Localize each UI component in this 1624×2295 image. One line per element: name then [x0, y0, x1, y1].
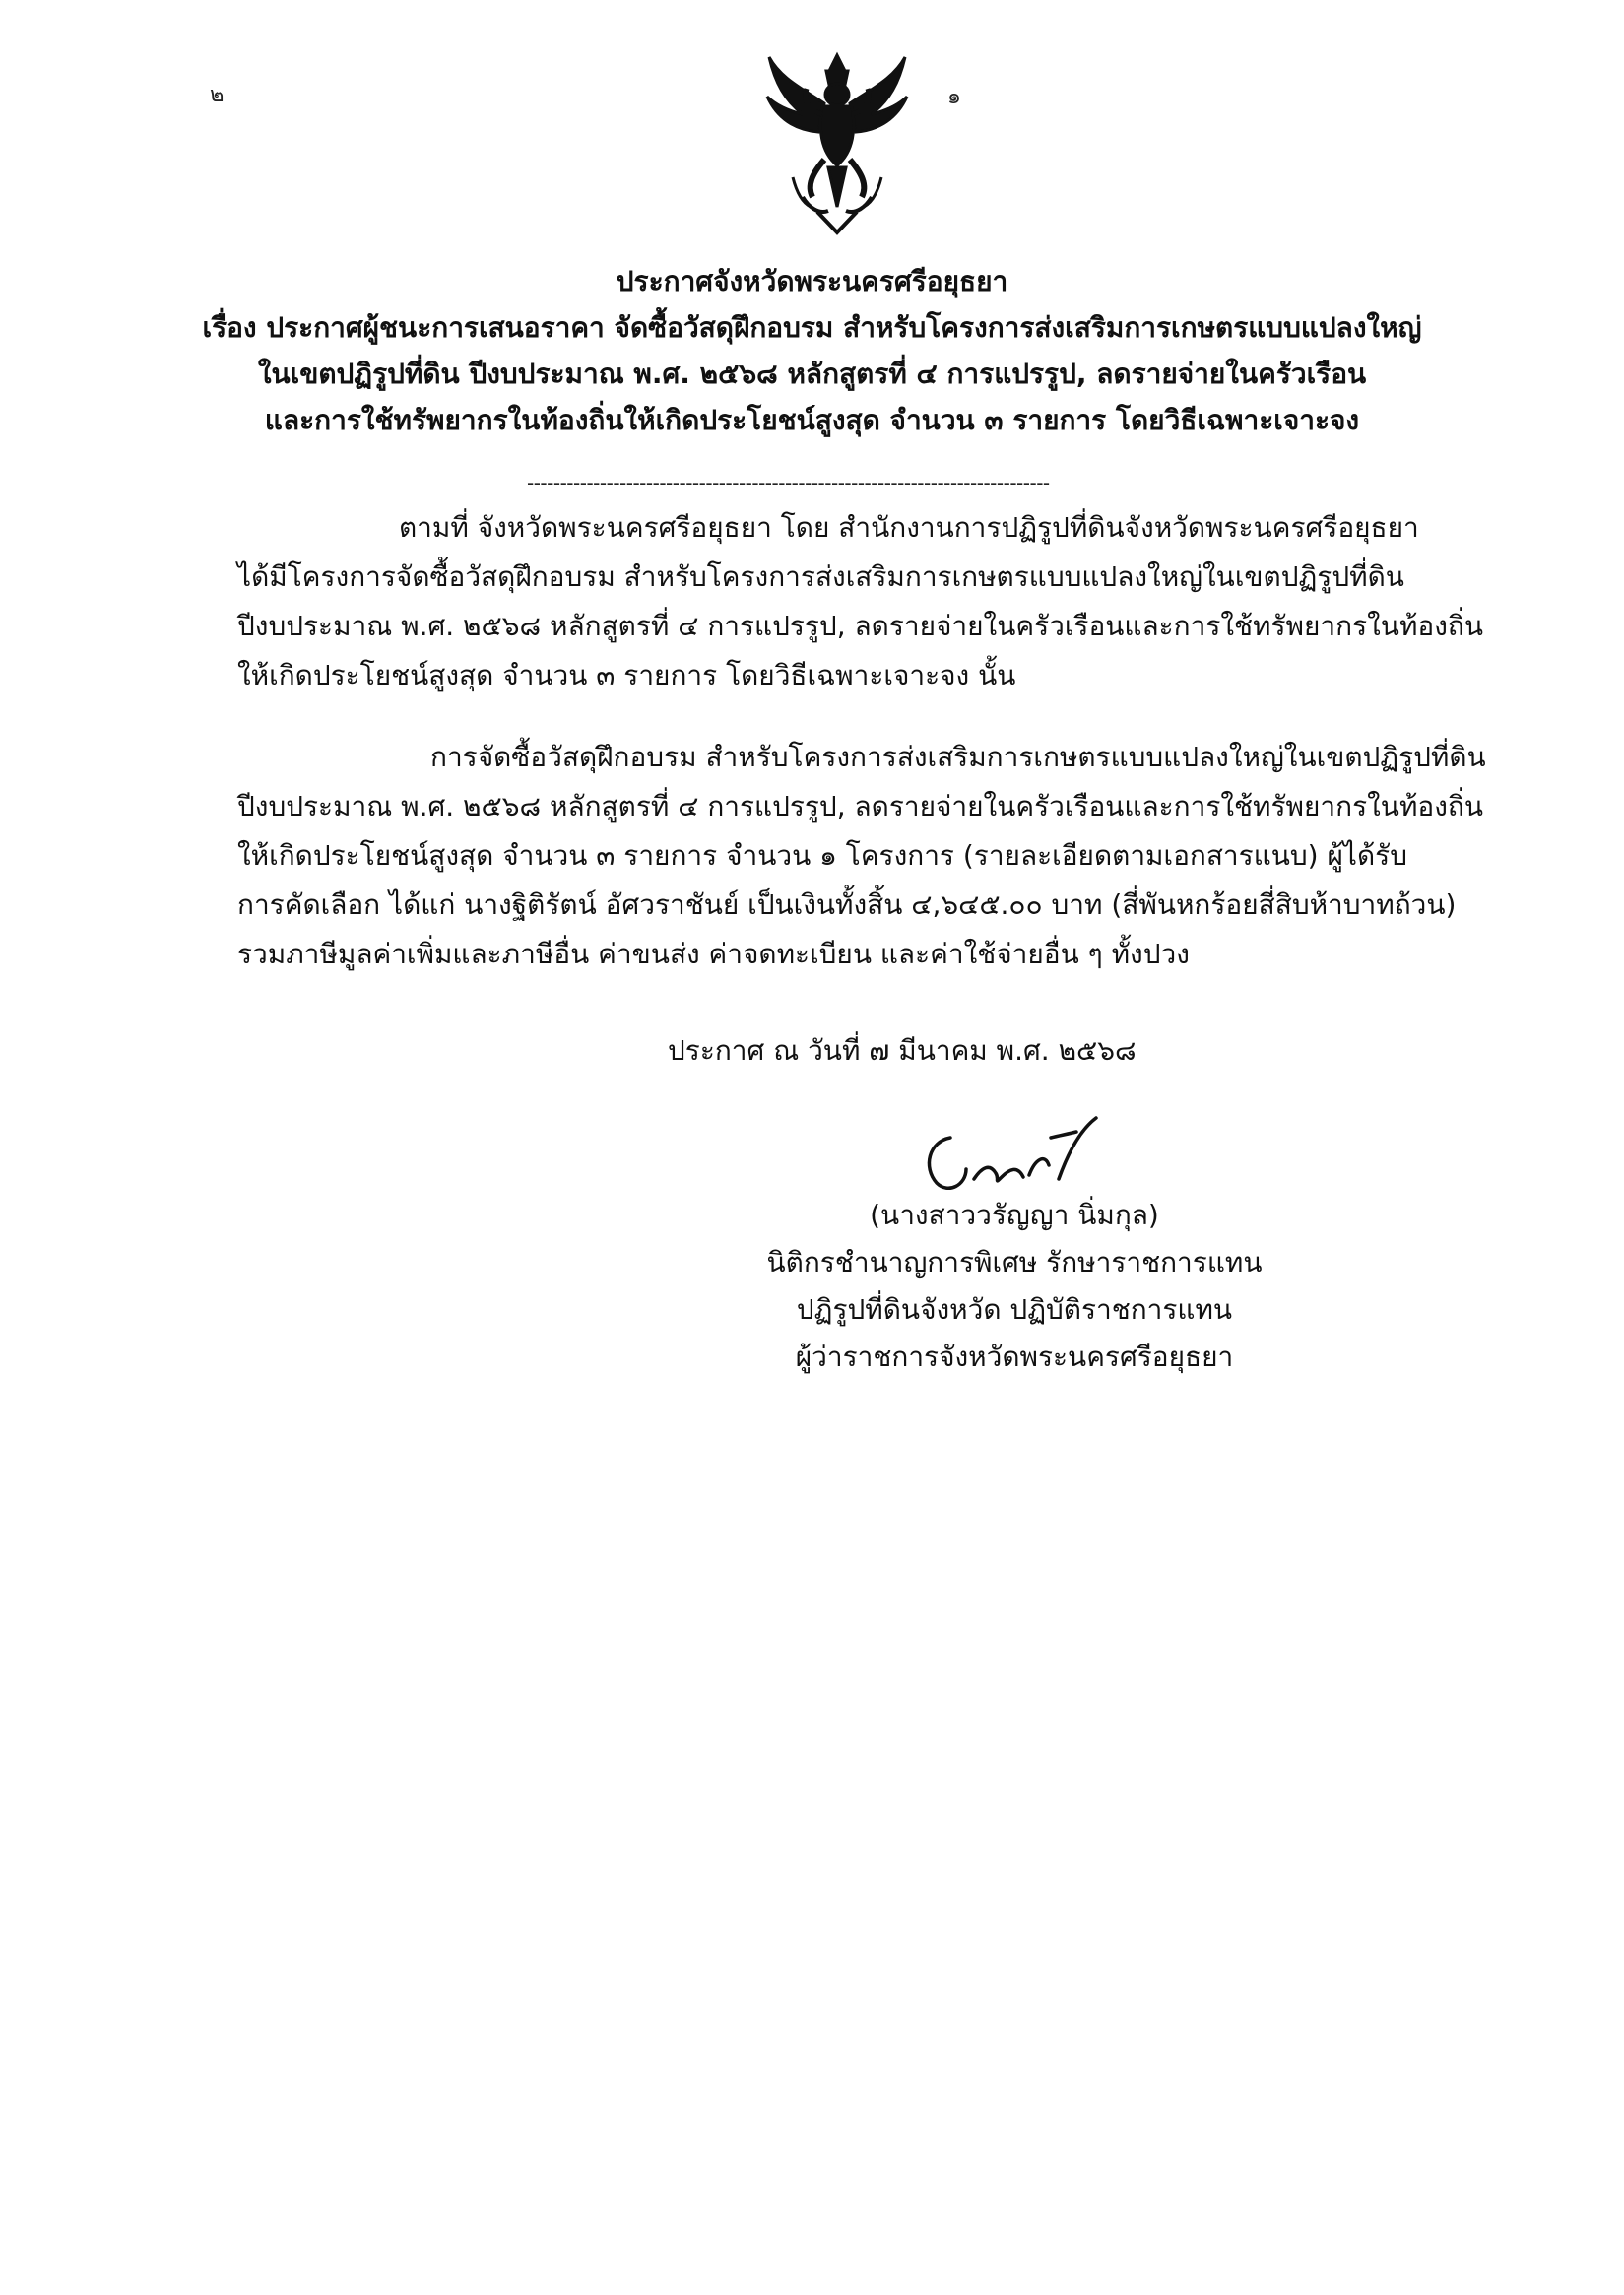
- paragraph-1-line-1: ตามที่ จังหวัดพระนครศรีอยุธยา โดย สำนักงานการปฏิรูปที่ดินจังหวัดพระนครศรีอยุธยา: [399, 511, 1419, 544]
- paragraph-1-line-2: ได้มีโครงการจัดซื้อวัสดุฝึกอบรม สำหรับโครงการส่งเสริมการเกษตรแบบแปลงใหญ่ในเขตปฏิรูปที่ดิน: [237, 560, 1404, 593]
- header-divider: -------------------------------------------------------------------------------: [527, 471, 1050, 494]
- corner-mark-right: ๑: [947, 85, 961, 109]
- signer-position-3: ผู้ว่าราชการจังหวัดพระนครศรีอยุธยา: [795, 1341, 1234, 1373]
- header-subject-line-1: เรื่อง ประกาศผู้ชนะการเสนอราคา จัดซื้อวัสดุฝึกอบรม สำหรับโครงการส่งเสริมการเกษตรแบบแปลงใหญ่: [202, 311, 1422, 344]
- paragraph-2-line-3: ให้เกิดประโยชน์สูงสุด จำนวน ๓ รายการ จำนวน ๑ โครงการ (รายละเอียดตามเอกสารแนบ) ผู้ได้รับ: [237, 839, 1407, 872]
- signer-position-2: ปฏิรูปที่ดินจังหวัด ปฏิบัติราชการแทน: [796, 1293, 1233, 1326]
- handwritten-signature-icon: [911, 1108, 1128, 1202]
- header-subject-line-2: ในเขตปฏิรูปที่ดิน ปีงบประมาณ พ.ศ. ๒๕๖๘ หลักสูตรที่ ๔ การแปรรูป, ลดรายจ่ายในครัวเรือน: [257, 358, 1367, 390]
- paragraph-1-line-3: ปีงบประมาณ พ.ศ. ๒๕๖๘ หลักสูตรที่ ๔ การแปรรูป, ลดรายจ่ายในครัวเรือนและการใช้ทรัพยากรในท้องถิ่น: [237, 610, 1483, 642]
- document-header: [138, 258, 1486, 443]
- header-subject-line-3: และการใช้ทรัพยากรในท้องถิ่นให้เกิดประโยชน์สูงสุด จำนวน ๓ รายการ โดยวิธีเฉพาะเจาะจง: [264, 404, 1360, 436]
- signer-position-1: นิติกรชำนาญการพิเศษ รักษาราชการแทน: [766, 1246, 1263, 1279]
- paragraph-2-line-5: รวมภาษีมูลค่าเพิ่มและภาษีอื่น ค่าขนส่ง ค่าจดทะเบียน และค่าใช้จ่ายอื่น ๆ ทั้งปวง: [237, 938, 1190, 970]
- corner-mark-left: ๒: [210, 83, 225, 107]
- signer-name: (นางสาววรัญญา นิ่มกุล): [870, 1199, 1159, 1231]
- paragraph-2-line-1: การจัดซื้อวัสดุฝึกอบรม สำหรับโครงการส่งเสริมการเกษตรแบบแปลงใหญ่ในเขตปฏิรูปที่ดิน: [430, 741, 1486, 773]
- signature-block: [709, 1192, 1320, 1381]
- paragraph-2-line-4: การคัดเลือก ได้แก่ นางฐิติรัตน์ อัศวราชันย์ เป็นเงินทั้งสิ้น ๔,๖๔๕.๐๐ บาท (สี่พันหกร้อยสี่สิบห้าบาทถ้วน): [237, 888, 1457, 921]
- paragraph-2-line-2: ปีงบประมาณ พ.ศ. ๒๕๖๘ หลักสูตรที่ ๔ การแปรรูป, ลดรายจ่ายในครัวเรือนและการใช้ทรัพยากรในท้องถิ่น: [237, 790, 1483, 822]
- paragraph-1-line-4: ให้เกิดประโยชน์สูงสุด จำนวน ๓ รายการ โดยวิธีเฉพาะเจาะจง นั้น: [237, 659, 1016, 691]
- announce-date: ประกาศ ณ วันที่ ๗ มีนาคม พ.ศ. ๒๕๖๘: [668, 1034, 1137, 1067]
- header-title: ประกาศจังหวัดพระนครศรีอยุธยา: [616, 265, 1008, 297]
- garuda-emblem-icon: [763, 49, 911, 236]
